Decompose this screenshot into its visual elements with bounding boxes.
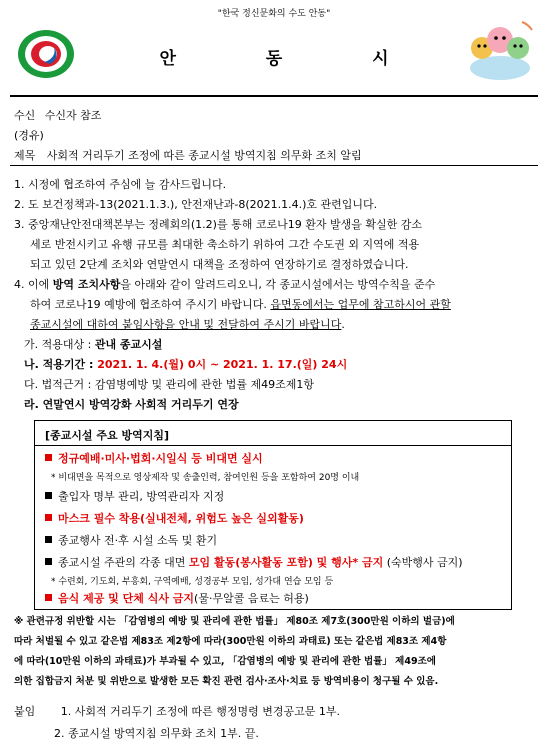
legal-note xyxy=(14,612,534,692)
legal-note-line: 의한 집합금지 처분 및 위반으로 발생한 모든 확진 관련 검사·조사·치료 등 방역비용이 청구될 수 있음. xyxy=(14,676,439,687)
subject-row xyxy=(14,147,362,163)
document-title: 안 동 시 xyxy=(159,49,431,69)
paragraph-1: 1. 시정에 협조하여 주심에 늘 감사드립니다. xyxy=(14,178,227,191)
p4-bold: 방역 조치사항 xyxy=(52,278,121,291)
p4-text: 4. 이에 xyxy=(14,278,53,291)
guideline-text: (숙박행사 금지) xyxy=(383,556,463,569)
guideline-text: 종교시설 주관의 각종 대면 xyxy=(58,556,189,569)
paragraph-3-line-2: 세로 반전시키고 유행 규모를 최대한 축소하기 위하여 그간 수도권 외 지역에 적용 xyxy=(30,238,420,251)
guidelines-box xyxy=(34,420,512,610)
paragraph-2: 2. 도 보건정책과-13(2021.1.3.), 안전재난과-8(2021.1.4.)호 관련입니다. xyxy=(14,198,378,211)
p4-text: . xyxy=(341,318,345,331)
bullet-icon xyxy=(45,594,52,601)
guidelines-divider xyxy=(35,445,511,446)
attachment-1: 1. 사회적 거리두기 조정에 따른 행정명령 변경공고문 1부. xyxy=(60,705,341,718)
guideline-text: 정규예배·미사·법회·시일식 등 비대면 실시 xyxy=(58,452,263,465)
paragraph-3-line-1: 3. 중앙재난안전대책본부는 정례회의(1.2)를 통해 코로나19 환자 발생을 확실한 감소 xyxy=(14,218,422,231)
guideline-item-6 xyxy=(45,590,309,606)
p4-text: 을 아래와 같이 알려드리오니, 각 종교시설에서는 방역수칙을 준수 xyxy=(120,278,436,291)
guideline-item-3 xyxy=(45,510,304,526)
na-label: 나. 적용기간 : xyxy=(24,358,98,371)
paragraph-4-line-3 xyxy=(30,316,345,332)
guideline-item-5 xyxy=(45,554,463,570)
na-value: 2021. 1. 4.(월) 0시 ~ 2021. 1. 17.(일) 24시 xyxy=(97,358,348,371)
recipient-value: 수신자 참조 xyxy=(44,109,102,122)
mascot-characters-image xyxy=(462,18,538,84)
ga-value: 관내 종교시설 xyxy=(94,338,163,351)
guideline-text-red: 모임 활동(봉사활동 포함) 및 행사* 금지 xyxy=(188,556,384,569)
bullet-icon xyxy=(45,536,52,543)
guideline-item-2 xyxy=(45,488,224,504)
recipient-row xyxy=(14,107,101,123)
guideline-item-4 xyxy=(45,532,217,548)
item-ra: 라. 연말연시 방역강화 사회적 거리두기 연장 xyxy=(24,398,239,411)
bullet-icon xyxy=(45,492,52,499)
p4-underlined: 읍면동에서는 업무에 참고하시어 관할 xyxy=(270,298,451,311)
subject-value: 사회적 거리두기 조정에 따른 종교시설 방역지침 의무화 조치 알림 xyxy=(46,149,362,162)
slogan: "한국 정신문화의 수도 안동" xyxy=(217,9,331,19)
item-ga xyxy=(24,336,162,352)
guideline-item-5-note: * 수련회, 기도회, 부흥회, 구역예배, 성경공부 모임, 성가대 연습 모임 등 xyxy=(51,577,334,587)
item-da: 다. 법적근거 : 감염병예방 및 관리에 관한 법률 제49조제1항 xyxy=(24,378,314,391)
guideline-text: 마스크 필수 착용(실내전체, 위험도 높은 실외활동) xyxy=(58,512,304,525)
via-row: (경유) xyxy=(14,129,44,142)
guideline-item-1 xyxy=(45,450,263,466)
guidelines-title: [종교시설 주요 방역지침] xyxy=(45,429,169,442)
guideline-text: (물‧무알콜 음료는 허용) xyxy=(194,592,309,605)
paragraph-4-line-1 xyxy=(14,276,435,292)
subject-label: 제목 xyxy=(14,149,36,162)
item-na xyxy=(24,356,347,372)
guideline-text: 출입자 명부 관리, 방역관리자 지정 xyxy=(58,490,225,503)
header-divider xyxy=(10,95,538,97)
ga-label: 가. 적용대상 : xyxy=(24,338,95,351)
legal-note-line: 따라 처벌될 수 있고 같은법 제83조 제2항에 따라(300만원 이하의 과태료) 또는 같은법 제83조 제4항 xyxy=(14,636,447,647)
guideline-item-1-note: * 비대면을 목적으로 영상제작 및 송출인력, 참여인원 등을 포함하여 20명 이내 xyxy=(51,473,360,483)
legal-note-line: ※ 관련규정 위반할 시는 「감염병의 예방 및 관리에 관한 법률」 제80조 제7호(300만원 이하의 벌금)에 xyxy=(14,616,455,627)
bullet-icon xyxy=(45,454,52,461)
bullet-icon xyxy=(45,514,52,521)
paragraph-4-line-2 xyxy=(30,296,451,312)
attachment-2: 2. 종교시설 방역지침 의무화 조치 1부. 끝. xyxy=(54,727,259,740)
bullet-icon xyxy=(45,558,52,565)
legal-note-line: 에 따라(10만원 이하의 과태료)가 부과될 수 있고, 「감염병의 예방 및 관리에 관한 법률」 제49조에 xyxy=(14,656,436,667)
paragraph-3-line-3: 되고 있던 2단계 조치와 연말연시 대책을 조정하여 연장하기로 결정하였습니다. xyxy=(30,258,409,271)
subject-divider xyxy=(10,165,538,166)
recipient-label: 수신 xyxy=(14,109,36,122)
p4-underlined: 종교시설에 대하여 붙임사항을 안내 및 전달하여 주시기 바랍니다 xyxy=(30,318,342,331)
attachment-1-row xyxy=(14,703,340,719)
guideline-text: 종교행사 전‧후 시설 소독 및 환기 xyxy=(58,534,218,547)
p4-text: 하여 코로나19 예방에 협조하여 주시기 바랍니다. xyxy=(30,298,271,311)
guideline-text-red: 음식 제공 및 단체 식사 금지 xyxy=(58,592,195,605)
attachment-label: 붙임 xyxy=(14,705,36,718)
